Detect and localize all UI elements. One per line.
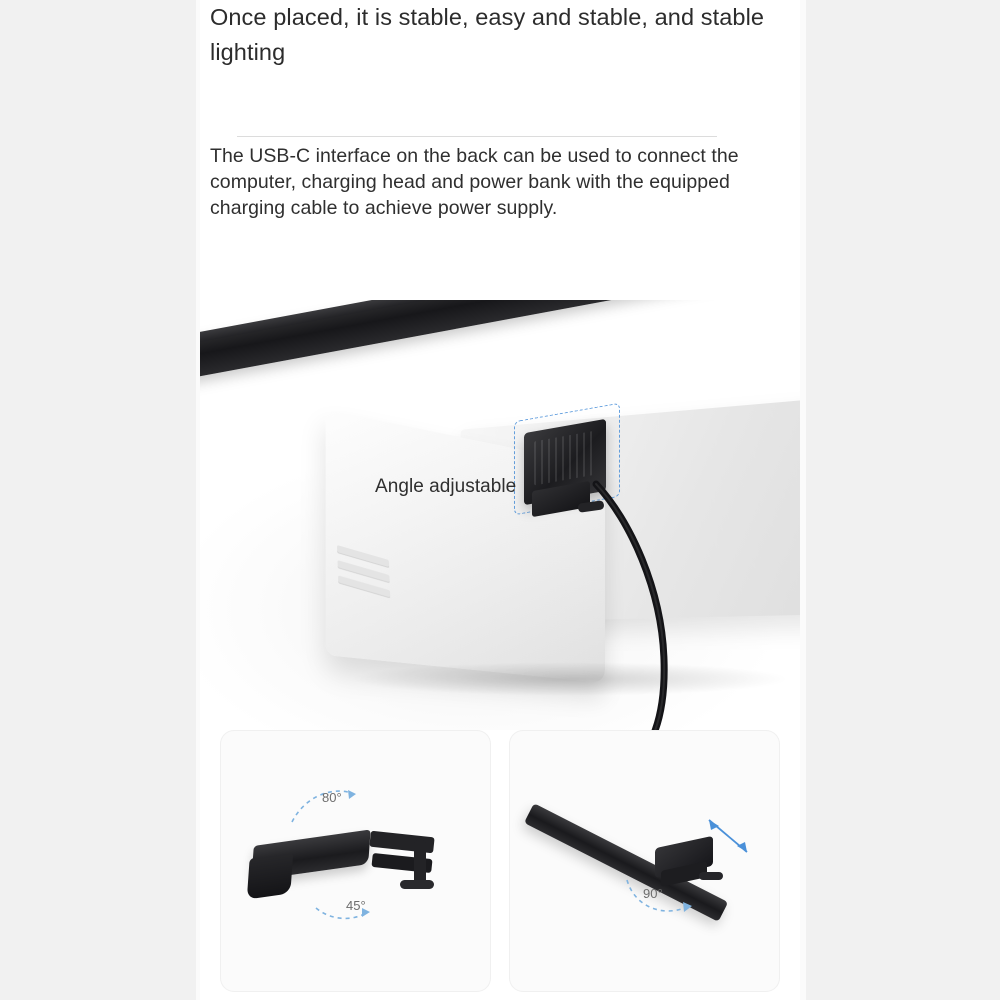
feature-cards (220, 730, 780, 992)
card2-angle-arcs (509, 730, 780, 992)
card1-angle-arcs (220, 730, 491, 992)
page-title: Once placed, it is stable, easy and stable, and stable lighting (210, 4, 765, 65)
description-paragraph: The USB-C interface on the back can be used to connect the computer, charging head and power bank with the equipped charging cable to achieve power supply. (210, 145, 739, 219)
section-divider (237, 136, 717, 137)
card2-angle-label-90: 90° (643, 886, 663, 901)
usb-c-cable (590, 480, 710, 730)
tilt-angles-card (220, 730, 491, 992)
desk-shadow (350, 662, 790, 696)
card1-angle-label-80: 80° (322, 790, 342, 805)
card1-angle-label-45: 45° (346, 898, 366, 913)
rotation-angle-card (509, 730, 780, 992)
main-product-photo (200, 300, 800, 730)
angle-adjustable-caption: Angle adjustable (375, 476, 517, 497)
